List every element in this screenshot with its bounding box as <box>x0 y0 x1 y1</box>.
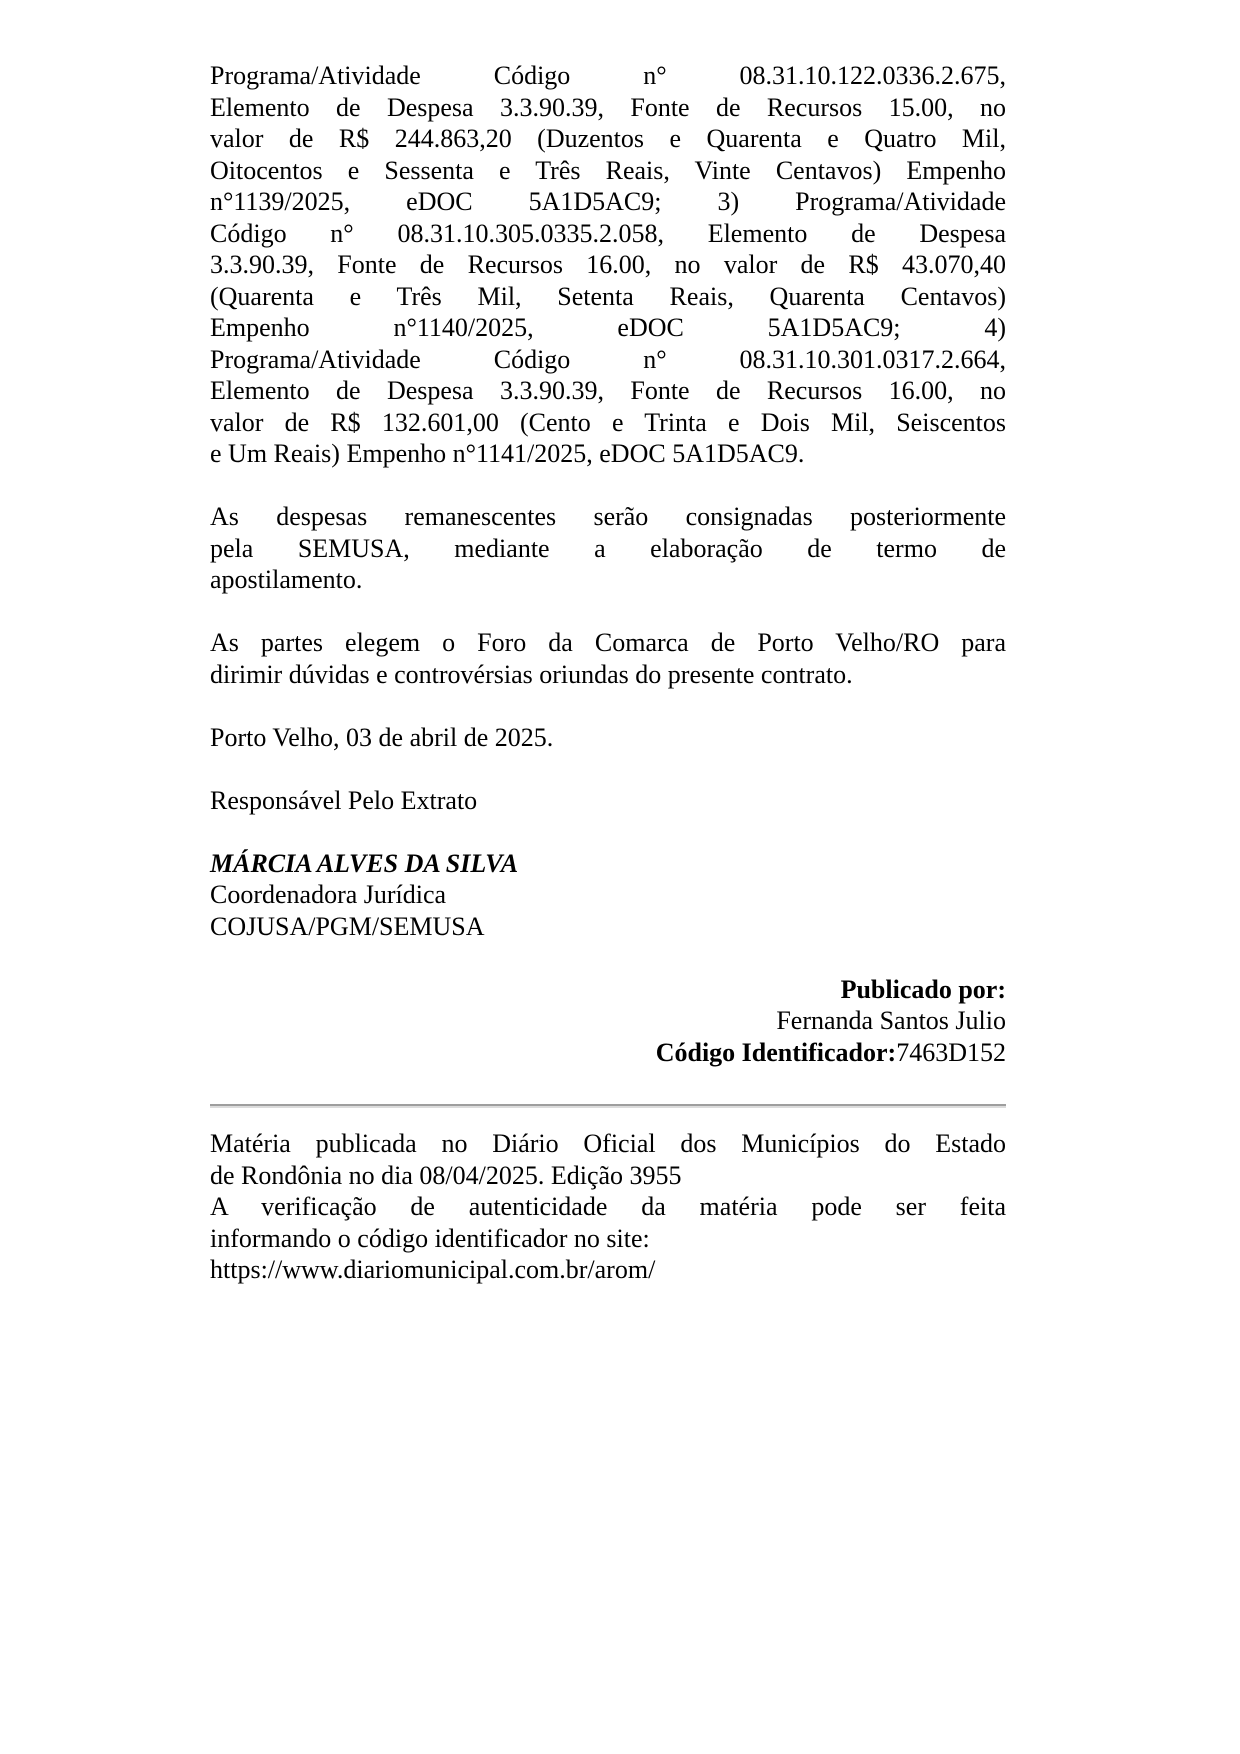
text-line: Elemento de Despesa 3.3.90.39, Fonte de Recursos 16.00, no <box>210 376 1006 405</box>
text-line: As despesas remanescentes serão consignadas posteriormente <box>210 502 1006 531</box>
text-line: Oitocentos e Sessenta e Três Reais, Vinte Centavos) Empenho <box>210 155 1006 185</box>
signatory-name: MÁRCIA ALVES DA SILVA <box>210 848 519 878</box>
paragraph-site-url <box>210 1254 1006 1286</box>
text-line: Código n° 08.31.10.305.0335.2.058, Elemento de Despesa <box>210 218 1006 248</box>
paragraph-publication-info <box>210 1128 1006 1191</box>
text-line: https://www.diariomunicipal.com.br/arom/ <box>210 1255 656 1284</box>
text-line: informando o código identificador no site: <box>210 1223 650 1253</box>
paragraph-remaining-expenses <box>210 501 1006 596</box>
text-line: Responsável Pelo Extrato <box>210 785 478 815</box>
text-line: de Rondônia no dia 08/04/2025. Edição 3955 <box>210 1160 682 1190</box>
signatory-department: COJUSA/PGM/SEMUSA <box>210 911 485 941</box>
text-line: dirimir dúvidas e controvérsias oriundas do presente contrato. <box>210 659 853 689</box>
signatory-role: Coordenadora Jurídica <box>210 880 447 909</box>
text-line: Programa/Atividade Código n° 08.31.10.122.0336.2.675, <box>210 61 1006 90</box>
text-line: Empenho n°1140/2025, eDOC 5A1D5AC9; 4) <box>210 313 1006 342</box>
signature-block <box>210 848 1006 943</box>
text-line: e Um Reais) Empenho n°1141/2025, eDOC 5A1D5AC9. <box>210 439 805 468</box>
identifier-label: Código Identificador: <box>655 1037 897 1067</box>
text-line: Programa/Atividade Código n° 08.31.10.301.0317.2.664, <box>210 344 1006 374</box>
text-line: A verificação de autenticidade da matéria pode ser feita <box>210 1192 1006 1221</box>
text-line: Porto Velho, 03 de abril de 2025. <box>210 722 554 752</box>
text-line: As partes elegem o Foro da Comarca de Porto Velho/RO para <box>210 628 1006 657</box>
paragraph-forum-clause <box>210 627 1006 690</box>
text-line: Elemento de Despesa 3.3.90.39, Fonte de Recursos 15.00, no <box>210 92 1006 122</box>
text-line: apostilamento. <box>210 565 363 594</box>
paragraph-budget-details <box>210 60 1006 470</box>
text-line: (Quarenta e Três Mil, Setenta Reais, Quarenta Centavos) <box>210 281 1006 311</box>
text-line: valor de R$ 244.863,20 (Duzentos e Quarenta e Quatro Mil, <box>210 124 1006 153</box>
published-by-label: Publicado por: <box>840 974 1006 1004</box>
body-text <box>210 60 1006 816</box>
identifier-line <box>210 1037 1006 1069</box>
text-line: valor de R$ 132.601,00 (Cento e Trinta e Dois Mil, Seiscentos <box>210 407 1006 437</box>
paragraph-responsible-label <box>210 785 1006 817</box>
text-line: n°1139/2025, eDOC 5A1D5AC9; 3) Programa/Atividade <box>210 187 1006 216</box>
identifier-value: 7463D152 <box>896 1037 1006 1067</box>
text-line: pela SEMUSA, mediante a elaboração de termo de <box>210 533 1006 563</box>
separator-rule <box>210 1104 1006 1108</box>
document-column <box>210 60 1006 1286</box>
paragraph-date-line <box>210 722 1006 754</box>
text-line: Matéria publicada no Diário Oficial dos Municípios do Estado <box>210 1129 1006 1158</box>
published-by-name: Fernanda Santos Julio <box>776 1006 1006 1035</box>
text-line: 3.3.90.39, Fonte de Recursos 16.00, no valor de R$ 43.070,40 <box>210 250 1006 279</box>
paragraph-verification-info <box>210 1191 1006 1254</box>
publication-block <box>210 974 1006 1069</box>
footer-note <box>210 1128 1006 1286</box>
